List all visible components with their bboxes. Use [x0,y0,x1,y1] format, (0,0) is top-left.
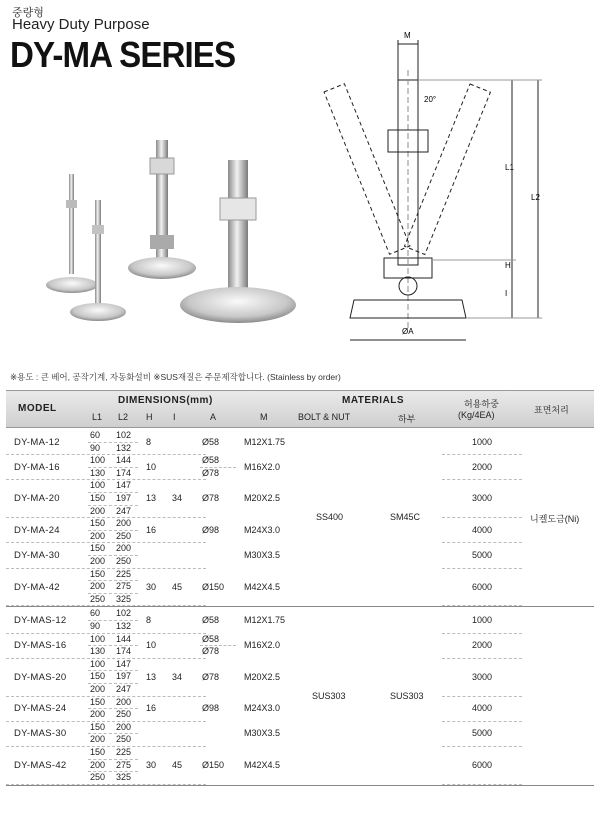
l2-value: 247 [116,505,132,516]
row-divider [6,479,206,480]
hdr-a: A [210,412,217,422]
a-value: Ø78 [202,646,220,657]
row-divider [6,785,594,786]
l1-value: 200 [90,734,106,745]
row-divider [6,721,206,722]
l1-value: 150 [90,543,106,554]
l1-value: 250 [90,593,106,604]
a-value: Ø58 [202,455,220,466]
spec-table [6,390,594,813]
m-value: M20X2.5 [244,493,281,504]
l2-value: 250 [116,530,132,541]
row-divider [442,696,522,697]
load-value: 6000 [472,581,493,592]
model-name: DY-MAS-24 [14,703,67,715]
a-value: Ø58 [202,615,220,625]
row-divider [6,517,206,518]
load-value: 4000 [472,703,493,714]
a-value: Ø78 [202,467,220,478]
technical-drawing [320,30,592,360]
l2-value: 144 [116,633,132,644]
bolt-nut-material: SUS303 [312,690,346,701]
subtitle: Heavy Duty Purpose [12,16,150,33]
m-value: M12X1.75 [244,615,286,625]
row-divider [6,568,206,569]
model-name: DY-MA-42 [14,581,60,593]
l1-value: 60 [90,430,101,440]
a-value: Ø58 [202,436,220,447]
l1-value: 200 [90,581,106,592]
l2-value: 102 [116,430,132,440]
i-value: 34 [172,493,183,504]
row-divider [442,658,522,659]
model-name: DY-MAS-20 [14,671,67,683]
l2-value: 325 [116,772,132,783]
load-value: 3000 [472,493,493,504]
l1-value: 250 [90,772,106,783]
model-name: DY-MA-20 [14,493,60,505]
l2-value: 225 [116,747,132,757]
l1-value: 100 [90,633,106,644]
l1-value: 200 [90,556,106,566]
row-divider [6,658,206,659]
load-value: 2000 [472,640,493,651]
load-value: 3000 [472,671,493,682]
l2-value: 200 [116,696,132,707]
row-divider [442,633,522,634]
hdr-i: I [173,412,176,422]
h-value: 16 [146,524,157,535]
hdr-load-ko: 허용하중 [464,399,499,409]
a-value: Ø78 [202,671,220,682]
row-divider [442,721,522,722]
l2-value: 200 [116,543,132,554]
load-value: 6000 [472,759,493,770]
a-value: Ø98 [202,524,220,535]
hdr-m: M [260,412,268,422]
l2-value: 174 [116,646,132,657]
row-divider [442,454,522,455]
l1-value: 200 [90,759,106,770]
hdr-materials: MATERIALS [342,395,405,406]
hdr-bolt-nut: BOLT & NUT [298,412,351,422]
model-name: DY-MAS-42 [14,759,67,771]
hdr-dimensions: DIMENSIONS(mm) [118,395,213,406]
h-value: 8 [146,436,152,447]
l1-value: 200 [90,709,106,720]
load-value: 5000 [472,550,493,560]
h-value: 30 [146,759,157,770]
l1-value: 150 [90,568,106,579]
hdr-l1: L1 [92,412,103,422]
m-value: M24X3.0 [244,524,281,535]
l2-value: 250 [116,556,132,566]
h-value: 8 [146,615,152,625]
l2-value: 200 [116,518,132,529]
i-value: 34 [172,671,183,682]
i-value: 45 [172,581,183,592]
table-header [6,390,594,428]
load-value: 2000 [472,461,493,472]
l1-value: 100 [90,658,106,669]
m-value: M12X1.75 [244,436,286,447]
row-divider [6,633,206,634]
row-divider [6,606,594,607]
l1-value: 150 [90,671,106,682]
bolt-nut-material: SS400 [316,512,344,523]
m-value: M24X3.0 [244,703,281,714]
model-name: DY-MA-24 [14,524,60,536]
l2-value: 250 [116,734,132,745]
row-divider [6,746,206,747]
surface-finish: 니켈도금(Ni) [530,514,580,525]
label-a: ØA [402,327,414,336]
l1-value: 150 [90,721,106,732]
l1-value: 100 [90,455,106,466]
l2-value: 132 [116,442,132,453]
model-name: DY-MA-12 [14,436,60,448]
row-divider [200,467,236,468]
load-value: 4000 [472,524,493,535]
l1-value: 200 [90,684,106,694]
m-value: M42X4.5 [244,581,281,592]
m-value: M30X3.5 [244,550,281,560]
l2-value: 250 [116,709,132,720]
row-divider [6,454,206,455]
label-h: H [505,261,511,270]
l2-value: 132 [116,621,132,631]
hdr-l2: L2 [118,412,129,422]
hdr-bottom: 하부 [398,414,416,424]
hdr-load-unit: (Kg/4EA) [458,410,495,420]
model-name: DY-MAS-30 [14,728,67,740]
bottom-material: SUS303 [390,690,424,701]
h-value: 13 [146,671,157,682]
h-value: 13 [146,493,157,504]
model-name: DY-MAS-12 [14,615,67,626]
korean-subtitle: 중량형 [12,7,44,19]
m-value: M16X2.0 [244,461,281,472]
m-value: M30X3.5 [244,728,281,739]
a-value: Ø98 [202,703,220,714]
label-l1: L1 [505,163,514,172]
h-value: 10 [146,461,157,472]
l1-value: 200 [90,530,106,541]
hdr-h: H [146,412,153,422]
m-value: M42X4.5 [244,759,281,770]
l1-value: 150 [90,696,106,707]
a-value: Ø150 [202,581,225,592]
model-name: DY-MA-16 [14,461,60,473]
load-value: 5000 [472,728,493,739]
row-divider [200,645,236,646]
l2-value: 275 [116,581,132,592]
hdr-model: MODEL [18,403,57,414]
row-divider [442,568,522,569]
l1-value: 130 [90,467,106,478]
l2-value: 247 [116,684,132,694]
i-value: 45 [172,759,183,770]
row-divider [6,542,206,543]
l2-value: 147 [116,480,132,491]
model-name: DY-MA-30 [14,550,60,561]
row-divider [442,479,522,480]
l2-value: 144 [116,455,132,466]
row-divider [442,542,522,543]
hdr-finish: 표면처리 [534,405,569,415]
label-m: M [404,31,411,40]
l2-value: 200 [116,721,132,732]
row-divider [6,696,206,697]
model-name: DY-MAS-16 [14,640,67,652]
l2-value: 225 [116,568,132,579]
label-angle: 20° [424,95,437,104]
a-value: Ø78 [202,493,220,504]
l2-value: 147 [116,658,132,669]
m-value: M16X2.0 [244,640,281,651]
l2-value: 197 [116,671,132,682]
h-value: 10 [146,640,157,651]
l1-value: 60 [90,608,101,619]
l2-value: 325 [116,593,132,604]
row-divider [442,746,522,747]
label-i: I [505,289,508,298]
m-value: M20X2.5 [244,671,281,682]
l2-value: 197 [116,493,132,503]
a-value: Ø150 [202,759,225,770]
h-value: 16 [146,703,157,714]
l1-value: 130 [90,646,106,657]
l2-value: 275 [116,759,132,770]
l1-value: 150 [90,493,106,503]
l1-value: 90 [90,621,101,631]
bottom-material: SM45C [390,512,421,523]
l1-value: 150 [90,747,106,757]
series-title: DY-MA SERIES [10,34,236,75]
l1-value: 100 [90,480,106,491]
l1-value: 150 [90,518,106,529]
load-value: 1000 [472,436,493,447]
row-divider [442,517,522,518]
l1-value: 200 [90,505,106,516]
label-l2: L2 [531,193,540,202]
usage-note: ※용도 : 큰 베어, 공작기계, 자동화설비 ※SUS재질은 주문제작합니다. (Stainless by order) [10,372,341,382]
l2-value: 174 [116,467,132,478]
l2-value: 102 [116,608,132,619]
a-value: Ø58 [202,633,220,644]
h-value: 30 [146,581,157,592]
l1-value: 90 [90,442,101,453]
table-body [6,428,594,813]
load-value: 1000 [472,615,493,625]
product-photo [28,140,318,350]
